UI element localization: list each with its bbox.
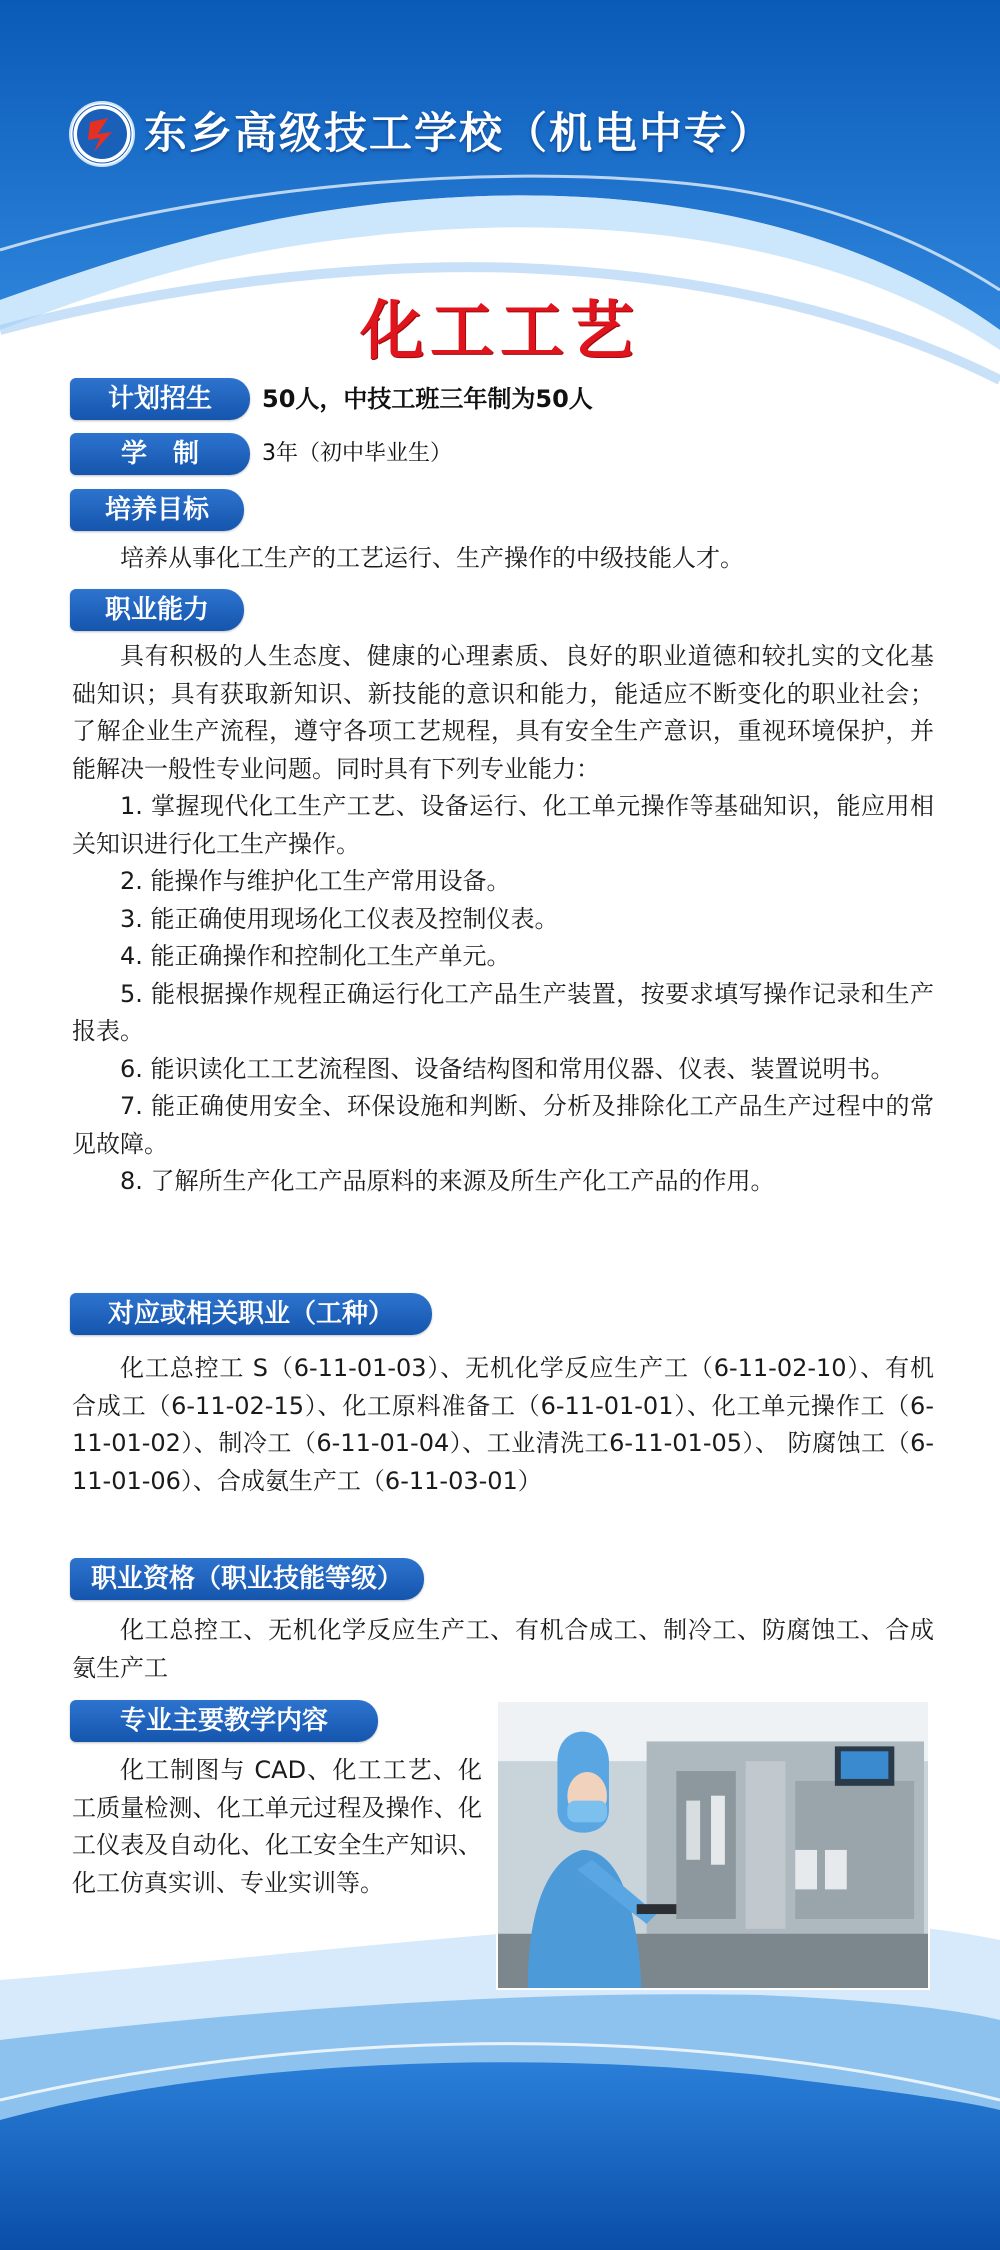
curriculum-text: 化工制图与 CAD、化工工艺、化工质量检测、化工单元过程及操作、化工仪表及自动化、化工安全生产知识、化工仿真实训、专业实训等。 — [72, 1756, 482, 1897]
ability-item: 5. 能根据操作规程正确运行化工产品生产装置，按要求填写操作记录和生产报表。 — [72, 979, 934, 1045]
jobs-label: 对应或相关职业（工种） — [70, 1293, 432, 1335]
abilities-intro: 具有积极的人生态度、健康的心理素质、良好的职业道德和较扎实的文化基础知识；具有获取新知识、新技能的意识和能力，能适应不断变化的职业社会；了解企业生产流程，遵守各项工艺规程，具有安全生产意识，重视环境保护，并能解决一般性专业问题。同时具有下列专业能力： — [72, 642, 934, 783]
goal-label: 培养目标 — [70, 489, 244, 531]
ability-item: 7. 能正确使用安全、环保设施和判断、分析及排除化工产品生产过程中的常见故障。 — [72, 1092, 934, 1158]
school-emblem-icon — [68, 100, 136, 168]
abilities-section — [72, 638, 934, 1201]
ability-item: 6. 能识读化工工艺流程图、设备结构图和常用仪器、仪表、装置说明书。 — [120, 1054, 895, 1083]
ability-item: 4. 能正确操作和控制化工生产单元。 — [120, 942, 511, 970]
ability-item: 8. 了解所生产化工产品原料的来源及所生产化工产品的作用。 — [120, 1167, 775, 1195]
enrollment-label: 计划招生 — [70, 378, 250, 420]
enrollment-value: 50人，中技工班三年制为50人 — [262, 385, 593, 413]
jobs-section — [72, 1350, 934, 1500]
ability-item: 1. 掌握现代化工生产工艺、设备运行、化工单元操作等基础知识，能应用相关知识进行化工生产操作。 — [72, 792, 934, 858]
qualification-text: 化工总控工、无机化学反应生产工、有机合成工、制冷工、防腐蚀工、合成氨生产工 — [72, 1616, 934, 1682]
qualification-label: 职业资格（职业技能等级） — [70, 1558, 424, 1600]
qualification-section — [72, 1612, 934, 1687]
duration-label: 学 制 — [70, 433, 250, 475]
curriculum-section — [72, 1752, 482, 1902]
ability-item: 2. 能操作与维护化工生产常用设备。 — [120, 867, 511, 895]
duration-value: 3年（初中毕业生） — [262, 441, 452, 466]
page-title: 化工工艺 — [360, 295, 640, 369]
goal-section — [72, 540, 934, 578]
abilities-label: 职业能力 — [70, 589, 244, 631]
curriculum-label: 专业主要教学内容 — [70, 1700, 378, 1742]
goal-text: 培养从事化工生产的工艺运行、生产操作的中级技能人才。 — [120, 544, 744, 572]
ability-item: 3. 能正确使用现场化工仪表及控制仪表。 — [120, 904, 559, 933]
jobs-text: 化工总控工 S（6-11-01-03）、无机化学反应生产工（6-11-02-10）、有机合成工（6-11-02-15）、化工原料准备工（6-11-01-01）、化工单元操作工（6-11-01-02）、制冷工（6-11-01-04）、工业清洗工6-11-01-05）、 防腐蚀工（6-11-01-06）、合成氨生产工（6-11-03-01） — [72, 1354, 934, 1495]
lab-worker-photo-icon — [496, 1700, 930, 1990]
school-name: 东乡高级技工学校（机电中专） — [144, 109, 774, 159]
